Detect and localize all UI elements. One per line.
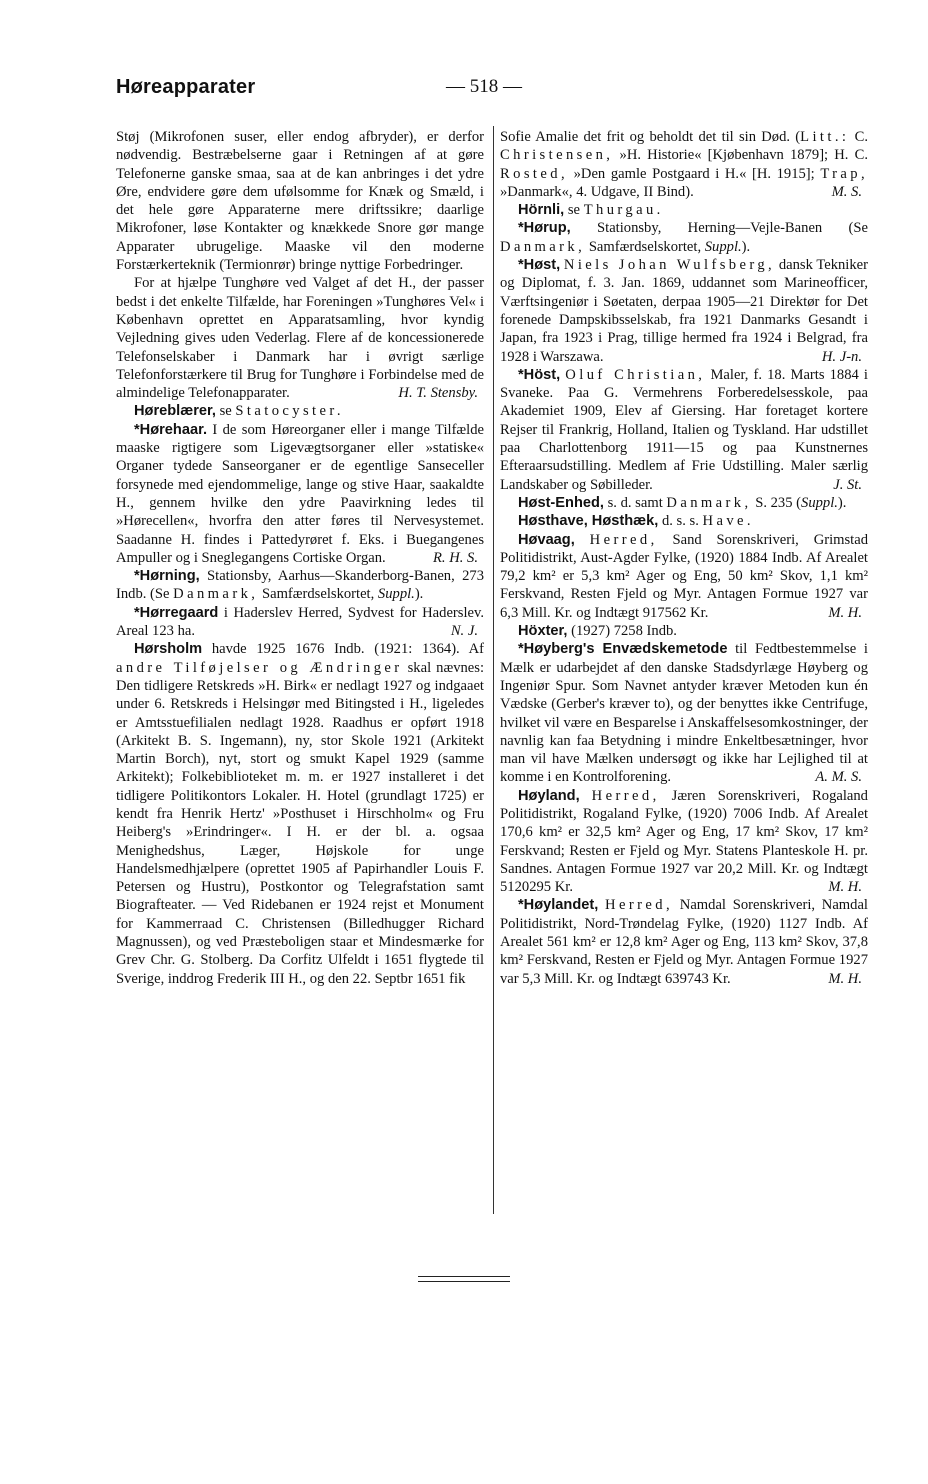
page-title: Høreapparater [116,76,256,98]
end-rule [418,1276,510,1277]
headword: *Hørregaard [134,604,219,621]
person-name: Oluf Christian, [565,366,706,383]
person-name: Niels Johan Wulfsberg, [563,257,776,274]
entry-horehaar: *Hørehaar. I de som Høreorganer eller i mange Tilfælde maaske rigtigere som Ligevægtsorganer eller »statiske« Organer tydede Sanseorganer er de egentlige Sanseceller forsynede med ejendommelige, lange og stive Haar, saakaldte H., gennem hvilke den ydre Paavirkning ledes til »Hørecellen«, hvorfra den atter føres til Nervesystemet. Saadanne H. findes i Pattedyrøret f. Eks. i Buegangenes Ampuller og i Sneglegangens Cortiske Organ. R. H. S. [116,421,484,566]
entry-horning: *Hørning, Stationsby, Aarhus—Skanderborg-Banen, 273 Indb. (Se Danmark, Samfærdselskortet, Suppl.). [116,568,484,603]
headword: Høvaag, [518,531,575,548]
paragraph-continued: Støj (Mikrofonen suser, eller endog afbryder), er derfor nødvendig. Bestræbelserne gaar i Retningen af at gøre Telefonerne ganske smaa, saa at de kan anbringes i det ydre Øre, endvidere gøre dem ufølsomme for Knæk og Smæld, i det hele gøre Apparaterne mere driftssikre; daarlige Mikrofoner, løse Kontakter og knækkede Snore gør mange Apparater ubrugelige. Maaske vil den moderne Forstærkerteknik (Termionrør) bringe nyttige Forbedringer. [116,129,484,274]
headword: *Höst, [518,366,561,383]
author-signature: M. H. [828,604,862,621]
column-divider [493,126,494,1214]
entry-horsholm-continued: Sofie Amalie det frit og beholdt det til sin Død. (Litt.: C. Christensen, »H. Historie« [Kjøbenhavn 1879]; H. C. Rosted, »Den gamle Postgaard i H.« [H. 1915]; Trap, »Danmark«, 4. Udgave, II Bind). M. S. [500,129,869,200]
cross-reference: Christensen, [500,147,614,164]
headword: *Høylandet, [518,897,599,914]
headword: Høst-Enhed, [518,494,604,511]
headword: Høsthave, Høsthæk, [518,513,659,530]
entry-hoylandet: *Høylandet, Herred, Namdal Sorenskriveri, Namdal Politidistrikt, Nord-Trøndelag Fylke, (1920) 1127 Indb. Af Arealet 561 km² er 12,8 km² Ager og Eng, 113 km² Skov, 37,8 km² Ferskvand, Resten er Fjeld og Myr. Antagen Formue 1927 var 5,3 Mill. Kr. og Indtægt 639743 Kr. M. H. [500,897,868,987]
entry-host-enhed: Høst-Enhed, s. d. samt Danmark, S. 235 (Suppl.). [518,494,847,511]
paragraph: For at hjælpe Tunghøre ved Valget af det H., der passer bedst i det enkelte Tilfælde, har Foreningen »Tunghøres Vel« i København oprettet en Apparatsamling, hvor kyndig Vejledning gives uden Vederlag. Flere af de koncessionerede Telefonselskaber i Danmark har i øvrigt særlige Telefonforstærkere til Brug for Tunghøre i Forbindelse med de almindelige Telefonapparater. H. T. Stensby. [116,275,484,402]
cross-reference: Statocyster. [235,403,344,420]
entry-horregaard: *Hørregaard i Haderslev Herred, Sydvest for Haderslev. Areal 123 ha. N. J. [116,604,484,640]
cross-reference: Danmark, [173,586,259,603]
cross-reference: Trap, [820,165,869,182]
entry-hoxter: Höxter, (1927) 7258 Indb. [518,623,677,640]
author-signature: R. H. S. [433,549,478,566]
cross-reference: Danmark, [666,494,752,511]
entry-hoyland: Høyland, Herred, Jæren Sorenskriveri, Rogaland Politidistrikt, Rogaland Fylke, (1920) 7006 Indb. Af Arealet 170,6 km² er 32,5 km² Ager og Eng, 17 km² Skov, 17 km² Ferskvand; Resten er Fjeld og Myr. Statens Planteskole H. pr. Sandnes. Antagen Formue 1927 var 20,2 Mill. Kr. og Indtægt 5120295 Kr. M. H. [500,787,868,896]
cross-reference: Rosted, [500,165,568,182]
cross-reference: Danmark, [500,238,586,255]
author-signature: M. S. [831,183,862,200]
headword: *Hørup, [518,220,571,237]
entry-host-niels: *Høst, Niels Johan Wulfsberg, dansk Tekniker og Diplomat, f. 3. Jan. 1869, uddannet som Marineofficer, Værftsingeniør i Søetaten, derpaa 1905—21 Direktør for Det forenede Dampskibsselskab, fra 1921 Danmarks Gesandt i Japan, fra 1923 i Prag, tillige hermed fra 1924 i Belgrad, fra 1928 i Warszawa. H. J-n. [500,257,868,365]
author-signature: H. T. Stensby. [398,385,478,402]
headword: Höxter, [518,623,568,640]
headword: *Hørehaar. [134,421,208,438]
headword: Hörnli, [518,202,565,219]
running-head [116,76,840,104]
cross-reference: Thurgau. [583,202,664,219]
author-signature: A. M. S. [815,769,862,786]
right-column [500,128,868,988]
headword: *Høyberg's Envædskemetode [518,641,728,658]
headword: Høyland, [518,787,580,804]
entry-horeblaerer: Høreblærer, se Statocyster. [134,403,344,420]
headword: *Høst, [518,257,561,274]
headword: Hørsholm [134,641,203,658]
entry-hovaag: Høvaag, Herred, Sand Sorenskriveri, Grimstad Politidistrikt, Aust-Agder Fylke, (1920) 1884 Indb. Af Arealet 79,2 km² er 5,3 km² Ager og Eng, 50 km² Skov, 1,1 km² Ferskvand, Resten Fjeld og Myr. Antagen Formue 1927 var 6,3 Mill. Kr. og Indtægt 917562 Kr. M. H. [500,531,869,621]
cross-reference: Have. [702,513,754,530]
page-number: — 518 — [446,76,522,97]
entry-hoyberg: *Høyberg's Envædskemetode til Fedtbestemmelse i Mælk er udarbejdet af den danske Stadsdyrlæge Høyberg og Ingeniør Spur. Som Navnet antyder kræver Metoden kun én Vædske (Gerber's kræver to), og der benyttes ikke Centrifuge, hvilket vil være en Besparelse i Anskaffelsesomkostninger, der navnlig kan faa Betydning i mindre Enkeltbesætninger, hvor man vil have Mælken undersøgt og ikke har Lejlighed til at komme i en Kontrolforening. A. M. S. [500,641,868,786]
entry-horsholm: Hørsholm havde 1925 1676 Indb. (1921: 1364). Af andre Tilføjelser og Ændringer skal nævnes: Den tidligere Retskreds »H. Birk« er nedlagt 1927 og indgaaet under 6. Retskreds i Helsingør med Bitingsted i H., ligeledes er Amtsstuefilialen nedlagt 1928. Raadhus er opført 1918 (Arkitekt B. S. Ingemann), ny, stor Skole 1921 (Arkitekt Martin Borch), nyt, stort og smukt Kapel 1929 (samme Arkitekt); Folkebiblioteket m. m. er 1927 installeret i det tidligere Politikontors Lokaler. H. Hotel (grundlagt 1725) er kendt fra Henrik Hertz' »Posthuset i Hirschholm« og Fru Heiberg's »Erindringer«. I H. er der bl. a. ogsaa Menighedshus, Læger, Højskole for unge Handelsmedhjælpere (oprettet 1905 af Papirhandler Louis F. Petersen og Hustru), Postkontor og Telegrafstation samt Biografteater. — Ved Ridebanen er 1924 rejst et Monument for Kammerraad C. Christensen (Billedhugger Richard Magnussen), og ved Præsteboligen staar et Mindesmærke for Grev Chr. G. Stolberg. Da Corfitz Ulfeldt i 1651 flygtede til Sverige, inddrog Frederik III H., og den 22. Septbr 1651 fik [116,641,484,987]
author-signature: J. St. [833,476,862,493]
entry-hornli: Hörnli, se Thurgau. [518,202,664,219]
entry-horup: *Hørup, Stationsby, Herning—Vejle-Banen (Se Danmark, Samfærdselskortet, Suppl.). [500,220,868,255]
author-signature: H. J-n. [821,348,862,365]
entry-hosthave: Høsthave, Høsthæk, d. s. s. Have. [518,513,754,530]
author-signature: M. H. [828,879,862,896]
headword: Høreblærer, [134,403,216,420]
spaced-phrase: andre Tilføjelser og Ændringer [116,659,403,676]
left-column [116,128,484,988]
headword: *Hørning, [134,568,200,585]
author-signature: N. J. [450,623,478,640]
author-signature: M. H. [828,970,862,987]
entry-host-oluf: *Höst, Oluf Christian, Maler, f. 18. Marts 1884 i Svaneke. Paa G. Vermehrens Forberedelsesskole, paa Akademiet 1909, Elev af Giersing. Har foretaget kortere Rejser til Frankrig, Holland, Italien og Tyskland. Har udstillet paa Charlottenborg 1911—15 og paa Kunstnernes Efteraarsudstilling. Medlem af Frie Udstilling. Maler særlig Landskaber og Søbilleder. J. St. [500,366,868,493]
end-rule [418,1281,510,1282]
